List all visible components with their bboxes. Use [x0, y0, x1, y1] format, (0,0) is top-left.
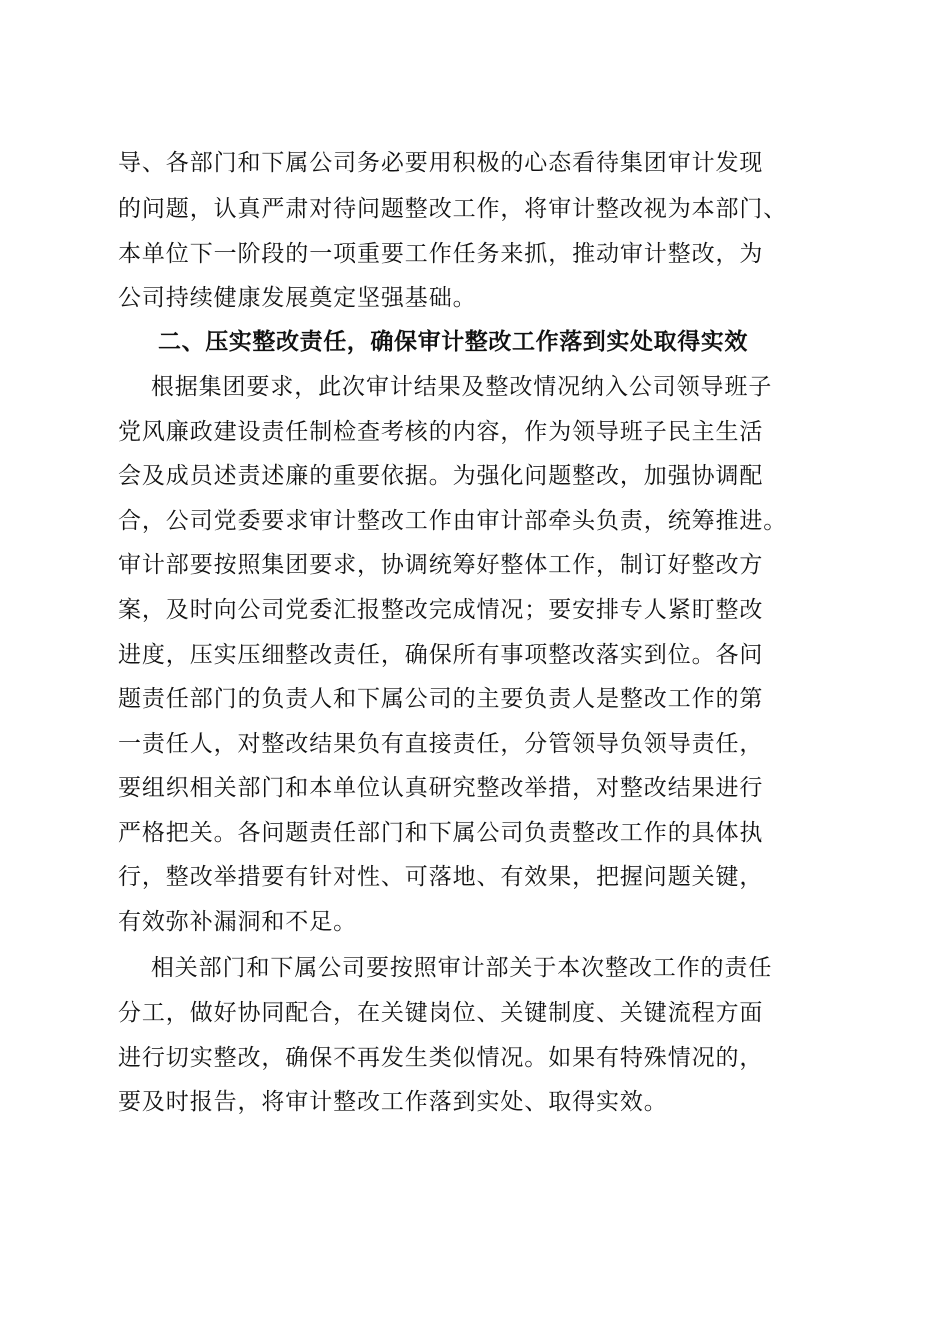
paragraph-2-line-12: 行，整改举措要有针对性、可落地、有效果，把握问题关键， [118, 864, 764, 890]
paragraph-2-line-11: 严格把关。各问题责任部门和下属公司负责整改工作的具体执 [118, 820, 764, 846]
paragraph-3-line-1: 相关部门和下属公司要按照审计部关于本次整改工作的责任 [118, 955, 773, 981]
paragraph-2-line-3: 会及成员述责述廉的重要依据。为强化问题整改，加强协调配 [118, 463, 764, 489]
paragraph-3-line-4: 要及时报告，将审计整改工作落到实处、取得实效。 [118, 1089, 668, 1115]
paragraph-2-line-2: 党风廉政建设责任制检查考核的内容，作为领导班子民主生活 [118, 419, 764, 445]
section-heading-2: 二、压实整改责任，确保审计整改工作落到实处取得实效 [158, 329, 748, 355]
paragraph-2-line-10: 要组织相关部门和本单位认真研究整改举措，对整改结果进行 [118, 775, 764, 801]
paragraph-2-line-5: 审计部要按照集团要求，协调统筹好整体工作，制订好整改方 [118, 552, 764, 578]
paragraph-2-line-8: 题责任部门的负责人和下属公司的主要负责人是整改工作的第 [118, 686, 764, 712]
paragraph-2-line-1: 根据集团要求，此次审计结果及整改情况纳入公司领导班子 [118, 374, 773, 400]
paragraph-2-line-13: 有效弥补漏洞和不足。 [118, 909, 357, 935]
paragraph-1-line-3: 本单位下一阶段的一项重要工作任务来抓，推动审计整改，为 [118, 241, 764, 267]
paragraph-3-line-2: 分工，做好协同配合，在关键岗位、关键制度、关键流程方面 [118, 1000, 764, 1026]
paragraph-1-line-4: 公司持续健康发展奠定坚强基础。 [118, 285, 477, 311]
paragraph-2-line-9: 一责任人，对整改结果负有直接责任，分管领导负领导责任， [118, 731, 764, 757]
paragraph-1-line-1: 导、各部门和下属公司务必要用积极的心态看待集团审计发现 [118, 150, 764, 176]
paragraph-2-line-4: 合，公司党委要求审计整改工作由审计部牵头负责，统筹推进。 [118, 508, 788, 534]
paragraph-3-line-3: 进行切实整改，确保不再发生类似情况。如果有特殊情况的， [118, 1045, 764, 1071]
paragraph-2-line-6: 案，及时向公司党委汇报整改完成情况；要安排专人紧盯整改 [118, 597, 764, 623]
paragraph-1-line-2: 的问题，认真严肃对待问题整改工作，将审计整改视为本部门、 [118, 196, 788, 222]
paragraph-2-line-7: 进度，压实压细整改责任，确保所有事项整改落实到位。各问 [118, 642, 764, 668]
